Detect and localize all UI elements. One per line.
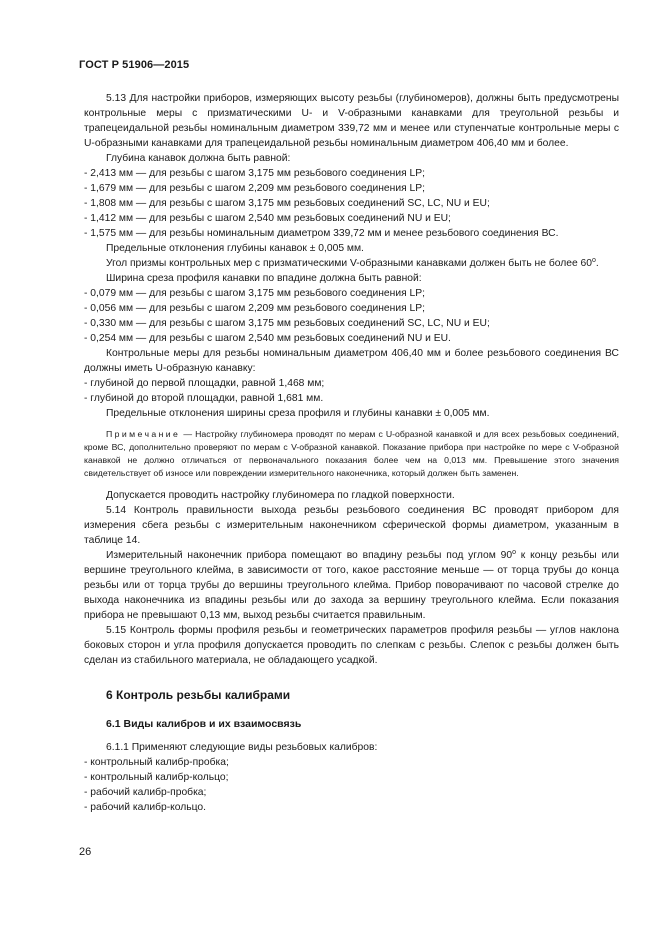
smooth-surface: Допускается проводить настройку глубиномера по гладкой поверхности. bbox=[106, 490, 455, 501]
list-item: - 1,412 мм — для резьбы с шагом 2,540 мм резьбовых соединений NU и EU; bbox=[84, 213, 451, 224]
tip-placement bbox=[84, 548, 619, 623]
list-item: - 1,575 мм — для резьбы номинальным диаметром 339,72 мм и менее резьбового соединения ВС. bbox=[84, 228, 559, 239]
bc-measures: Контрольные меры для резьбы номинальным диаметром 406,40 мм и более резьбового соединения ВС должны иметь U-образную канавку: bbox=[84, 348, 619, 374]
note bbox=[84, 428, 619, 480]
list-item: - контрольный калибр-кольцо; bbox=[84, 772, 229, 783]
list-item: - 0,079 мм — для резьбы с шагом 3,175 мм резьбового соединения LP; bbox=[84, 288, 425, 299]
section-heading: 6 Контроль резьбы калибрами bbox=[106, 688, 291, 702]
list-item: - 0,330 мм — для резьбы с шагом 3,175 мм резьбовых соединений SC, LC, NU и EU; bbox=[84, 318, 490, 329]
list-item: - 0,254 мм — для резьбы с шагом 2,540 мм резьбовых соединений NU и EU. bbox=[84, 333, 451, 344]
list-item: - глубиной до второй площадки, равной 1,681 мм. bbox=[84, 393, 324, 404]
note-text: — Настройку глубиномера проводят по мерам с U-образной канавкой и для всех резьбовых соединений, кроме ВС, дополнительно проверяют по мерам с V-образной канавкой. Показание прибора при настройке по мере с V-образной канавкой не должно отличаться от первоначального показания более чем на 0,013 мм. Превышение этого значения свидетельствует об износе или повреждении измерительного наконечника, который должен быть заменен. bbox=[84, 429, 619, 478]
prism-angle-end: . bbox=[595, 258, 599, 269]
tip-placement-rest: к концу резьбы или вершине треугольного клейма, в зависимости от того, какое расстояние меньше — от торца трубы до конца резьбы или от торца трубы до вершины треугольного клейма. Прибор поворачивают по часовой стрелке до выхода наконечника из впадины резьбы или до захода за вершину треугольного клейма. Если показания прибора не превышают 0,13 мм, выход резьбы считается правильным. bbox=[84, 550, 619, 621]
groove-depth-intro: Глубина канавок должна быть равной: bbox=[106, 153, 291, 164]
subsection-heading: 6.1 Виды калибров и их взаимосвязь bbox=[106, 718, 302, 730]
list-item: - контрольный калибр-пробка; bbox=[84, 757, 229, 768]
page-content bbox=[84, 91, 619, 815]
degree-mark: о bbox=[592, 257, 596, 264]
document-header: ГОСТ Р 51906—2015 bbox=[79, 59, 190, 71]
clause-5-13: 5.13 Для настройки приборов, измеряющих высоту резьбы (глубиномеров), должны быть предусмотрены контрольные меры с призматическими U- и V-образными канавками для треугольной резьбы и трапецеидальной резьбы номинальным диаметром 339,72 мм и менее или ступенчатые контрольные меры с U-образными канавками для трапецеидальной резьбы номинальным диаметром 406,40 мм и более. bbox=[84, 93, 619, 149]
list-item: - глубиной до первой площадки, равной 1,468 мм; bbox=[84, 378, 325, 389]
clause-6-1-1: 6.1.1 Применяют следующие виды резьбовых калибров: bbox=[106, 742, 378, 753]
list-item: - 2,413 мм — для резьбы с шагом 3,175 мм резьбового соединения LP; bbox=[84, 168, 425, 179]
list-item: - рабочий калибр-кольцо. bbox=[84, 802, 207, 813]
prism-angle bbox=[84, 256, 619, 271]
list-item: - 1,808 мм — для резьбы с шагом 3,175 мм резьбовых соединений SC, LC, NU и EU; bbox=[84, 198, 490, 209]
width-depth-tolerances: Предельные отклонения ширины среза профиля и глубины канавки ± 0,005 мм. bbox=[106, 408, 490, 419]
list-item: - рабочий калибр-пробка; bbox=[84, 787, 207, 798]
degree-mark: о bbox=[512, 549, 516, 556]
cut-width-intro: Ширина среза профиля канавки по впадине должна быть равной: bbox=[106, 273, 422, 284]
clause-5-14: 5.14 Контроль правильности выхода резьбы резьбового соединения ВС проводят прибором для измерения сбега резьбы с измерительным наконечником сферической формы диаметром, указанным в таблице 14. bbox=[84, 505, 619, 546]
note-label: Примечание bbox=[106, 429, 181, 439]
tip-placement-text: Измерительный наконечник прибора помещают во впадину резьбы под углом 90 bbox=[106, 550, 513, 561]
page-number: 26 bbox=[79, 846, 92, 858]
list-item: - 1,679 мм — для резьбы с шагом 2,209 мм резьбового соединения LP; bbox=[84, 183, 425, 194]
groove-depth-tolerance: Предельные отклонения глубины канавок ± 0,005 мм. bbox=[106, 243, 364, 254]
list-item: - 0,056 мм — для резьбы с шагом 2,209 мм резьбового соединения LP; bbox=[84, 303, 425, 314]
prism-angle-text: Угол призмы контрольных мер с призматическими V-образными канавками должен быть не более 60 bbox=[106, 258, 592, 269]
clause-5-15: 5.15 Контроль формы профиля резьбы и геометрических параметров профиля резьбы — углов наклона боковых сторон и угла профиля допускается проводить по слепкам с резьбы. Слепок с резьбы должен быть сделан из стабильного материала, не обладающего усадкой. bbox=[84, 625, 619, 666]
